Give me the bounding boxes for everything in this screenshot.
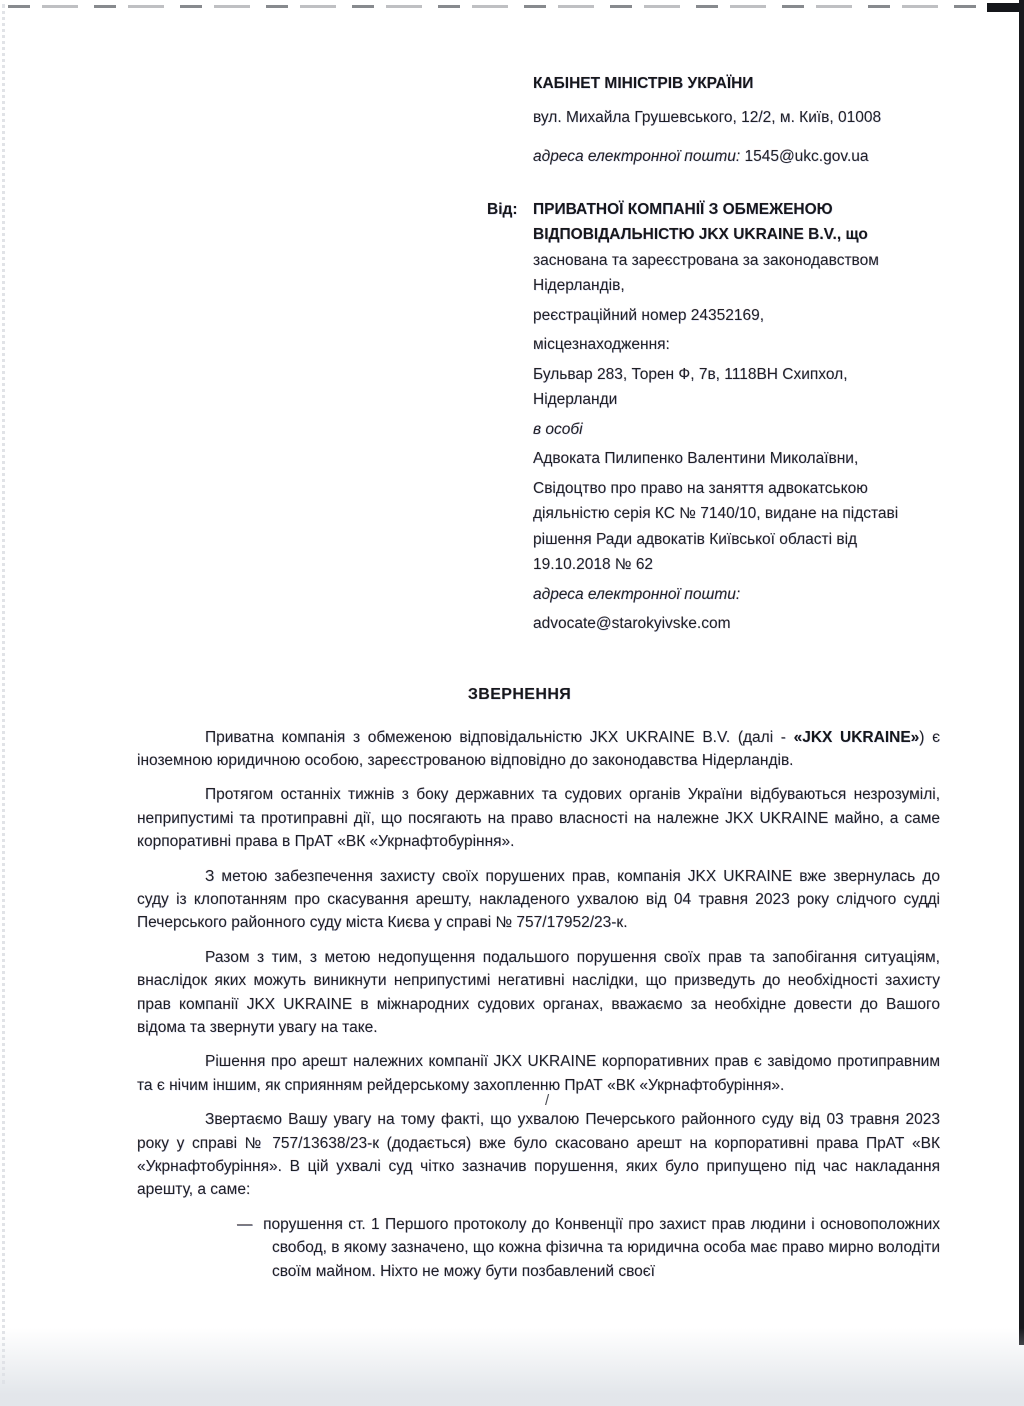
recipient-email-line: [533, 144, 916, 170]
paragraph-1-rest: ) є іноземною юридичною особою, зареєстрованою відповідно до законодавства Нідерландів.: [137, 728, 940, 769]
recipient-block: [533, 71, 916, 170]
from-label: Від:: [487, 200, 518, 218]
sender-email: advocate@starokyivske.com: [533, 615, 731, 632]
sender-advocate-name: Адвоката Пилипенко Валентини Миколаївни,: [533, 450, 859, 467]
scan-bottom-shade: [0, 1328, 1024, 1406]
recipient-name: КАБІНЕТ МІНІСТРІВ УКРАЇНИ: [533, 75, 754, 92]
recipient-email: 1545@ukc.gov.ua: [744, 148, 869, 165]
scan-left-edge: [2, 4, 5, 1384]
sender-block: [487, 197, 916, 637]
sender-location-label: місцезнаходження:: [533, 336, 670, 353]
letter-content: [137, 71, 940, 1283]
recipient-email-label: адреса електронної пошти:: [533, 148, 741, 165]
scan-corner-mark: [987, 3, 1021, 12]
scan-top-edge: [8, 5, 1008, 8]
paragraph-1-text: Приватна компанія з обмеженою відповідальністю JKX UKRAINE B.V. (далі -: [205, 728, 794, 746]
stray-slash-artifact: /: [545, 1092, 550, 1109]
sender-reg-number: реєстраційний номер 24352169,: [533, 306, 765, 324]
body-paragraph-4: Разом з тим, з метою недопущення подальшого порушення своїх прав та запобігання ситуаціям, внаслідок яких можуть виникнути неприпустимі негативні наслідки, що призведуть до необхідності захисту прав компанії JKX UKRAINE в міжнародних судових органах, вважаємо за необхідне довести до Вашого відома та звернути увагу на таке.: [137, 948, 940, 1036]
body-paragraph-5: Рішення про арешт належних компанії JKX UKRAINE корпоративних прав є завідомо протиправним та є нічим іншим, як сприянням рейдерському захопленню ПрАТ «ВК «Укрнафтобуріння».: [137, 1053, 940, 1094]
sender-in-person: в особі: [533, 420, 583, 438]
sender-email-label: адреса електронної пошти:: [533, 585, 741, 603]
scan-right-edge: [1019, 0, 1024, 1345]
defined-term-jkx-ukraine: «JKX UKRAINE»: [793, 728, 920, 746]
body-paragraph-1: [137, 726, 940, 773]
bullet-dash: —: [237, 1215, 253, 1233]
sender-address: Бульвар 283, Торен Ф, 7в, 1118ВН Схипхол, Нідерланди: [533, 365, 848, 408]
letter-title: ЗВЕРНЕННЯ: [467, 685, 572, 703]
bullet-item-1: [137, 1213, 940, 1283]
sender-from-row: [487, 197, 916, 299]
body-paragraph-6: Звертаємо Вашу увагу на тому факті, що ухвалою Печерського районного суду від 03 травня 2023 року у справі № 757/13638/23-к (додається) вже було скасовано арешт на корпоративні права ПрАТ «ВК «Укрнафтобуріння». В цій ухвалі суд чітко зазначив порушення, яких було припущено під час накладання арешту, а саме:: [137, 1111, 940, 1199]
recipient-address: вул. Михайла Грушевського, 12/2, м. Київ, 01008: [533, 108, 882, 126]
body-paragraph-3: З метою забезпечення захисту своїх порушених прав, компанія JKX UKRAINE вже звернулась до суду із клопотанням про скасування арешту, накладеного ухвалою від 04 травня 2023 року слідчого судді Печерського районного суду міста Києва у справі № 757/17952/23-к.: [137, 867, 940, 932]
sender-company-rest: заснована та зареєстрована за законодавством Нідерландів,: [533, 251, 879, 294]
body-paragraph-2: Протягом останніх тижнів з боку державних та судових органів України відбуваються незрозумілі, неприпустимі та протиправні дії, що посягають на право власності на належне JKX UKRAINE майно, а саме корпоративні права в ПрАТ «ВК «Укрнафтобуріння».: [137, 786, 940, 851]
bullet-text: порушення ст. 1 Першого протоколу до Конвенції про захист прав людини і основоположних свобод, в якому зазначено, що кожна фізична та юридична особа має право мирно володіти своїм майном. Ніхто не можу бути позбавлений своєї: [263, 1215, 940, 1280]
sender-certificate: Свідоцтво про право на заняття адвокатською діяльністю серія КС № 7140/10, видане на підставі рішення Ради адвокатів Київської області від 19.10.2018 № 62: [533, 479, 899, 573]
sender-company-bold: ПРИВАТНОЇ КОМПАНІЇ З ОБМЕЖЕНОЮ ВІДПОВІДАЛЬНІСТЮ JKX UKRAINE B.V., що: [533, 200, 868, 243]
